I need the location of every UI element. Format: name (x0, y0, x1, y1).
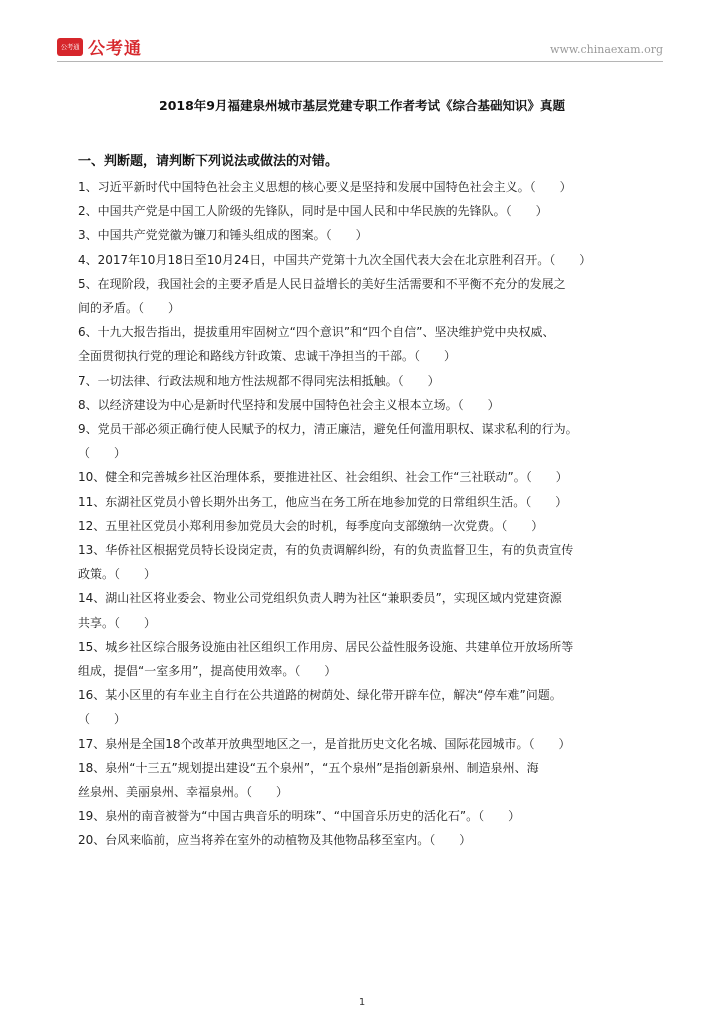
question-line: （ ） (78, 446, 127, 461)
question-line: 12、五里社区党员小郑利用参加党员大会的时机，每季度向支部缴纳一次党费。（ ） (78, 518, 544, 533)
question-line: （ ） (78, 712, 127, 727)
question-line: 4、2017年10月18日至10月24日，中国共产党第十九次全国代表大会在北京胜利召开。（ ） (78, 252, 592, 267)
question-line: 6、十九大报告指出，提拔重用牢固树立“四个意识”和“四个自信”、坚决维护党中央权威、 (78, 325, 555, 340)
question-line: 2、中国共产党是中国工人阶级的先锋队，同时是中国人民和中华民族的先锋队。（ ） (78, 204, 548, 219)
question-line: 11、东湖社区党员小曾长期外出务工，他应当在务工所在地参加党的日常组织生活。（ ） (78, 494, 568, 509)
question-line: 19、泉州的南音被誉为“中国古典音乐的明珠”、“中国音乐历史的活化石”。（ ） (78, 809, 521, 824)
question-line: 间的矛盾。（ ） (78, 301, 181, 316)
logo-mark-icon: 公考通 (57, 38, 83, 56)
question-line: 共享。（ ） (78, 615, 157, 630)
question-line: 15、城乡社区综合服务设施由社区组织工作用房、居民公益性服务设施、共建单位开放场所等 (78, 639, 574, 654)
question-line: 8、以经济建设为中心是新时代坚持和发展中国特色社会主义根本立场。（ ） (78, 397, 500, 412)
question-line: 9、党员干部必须正确行使人民赋予的权力，清正廉洁，避免任何滥用职权、谋求私利的行为。 (78, 422, 578, 437)
section-heading: 一、判断题，请判断下列说法或做法的对错。 (78, 154, 339, 169)
question-line: 18、泉州“十三五”规划提出建设“五个泉州”，“五个泉州”是指创新泉州、制造泉州、海 (78, 760, 539, 775)
question-line: 16、某小区里的有车业主自行在公共道路的树荫处、绿化带开辟车位，解决“停车难”问题。 (78, 688, 562, 703)
logo (57, 34, 142, 59)
question-line: 20、台风来临前，应当将养在室外的动植物及其他物品移至室内。（ ） (78, 833, 472, 848)
logo-text: 公考通 (88, 39, 142, 59)
question-list (78, 175, 650, 853)
question-line: 1、习近平新时代中国特色社会主义思想的核心要义是坚持和发展中国特色社会主义。（ ） (78, 180, 572, 194)
question-line: 17、泉州是全国18个改革开放典型地区之一，是首批历史文化名城、国际花园城市。（ ） (78, 736, 571, 751)
question-line: 5、在现阶段，我国社会的主要矛盾是人民日益增长的美好生活需要和不平衡不充分的发展之 (78, 276, 566, 291)
question-line: 政策。（ ） (78, 567, 157, 582)
question-line: 全面贯彻执行党的理论和路线方针政策、忠诚干净担当的干部。（ ） (78, 349, 457, 364)
question-line: 组成，提倡“一室多用”，提高使用效率。（ ） (78, 664, 337, 679)
site-url: www.chinaexam.org (550, 43, 663, 56)
question-line: 3、中国共产党党徽为镰刀和锤头组成的图案。（ ） (78, 228, 368, 243)
question-line: 14、湖山社区将业委会、物业公司党组织负责人聘为社区“兼职委员”，实现区域内党建资源 (78, 591, 562, 606)
question-line: 13、华侨社区根据党员特长设岗定责，有的负责调解纠纷，有的负责监督卫生，有的负责宣传 (78, 543, 574, 558)
question-line: 丝泉州、美丽泉州、幸福泉州。（ ） (78, 785, 289, 800)
question-line: 10、健全和完善城乡社区治理体系，要推进社区、社会组织、社会工作“三社联动”。（ ） (78, 470, 568, 485)
header-divider (57, 61, 663, 62)
question-line: 7、一切法律、行政法规和地方性法规都不得同宪法相抵触。（ ） (78, 373, 440, 388)
page-number: 1 (358, 997, 366, 1008)
document-title: 2018年9月福建泉州城市基层党建专职工作者考试《综合基础知识》真题 (159, 98, 565, 113)
page-header (57, 34, 663, 60)
